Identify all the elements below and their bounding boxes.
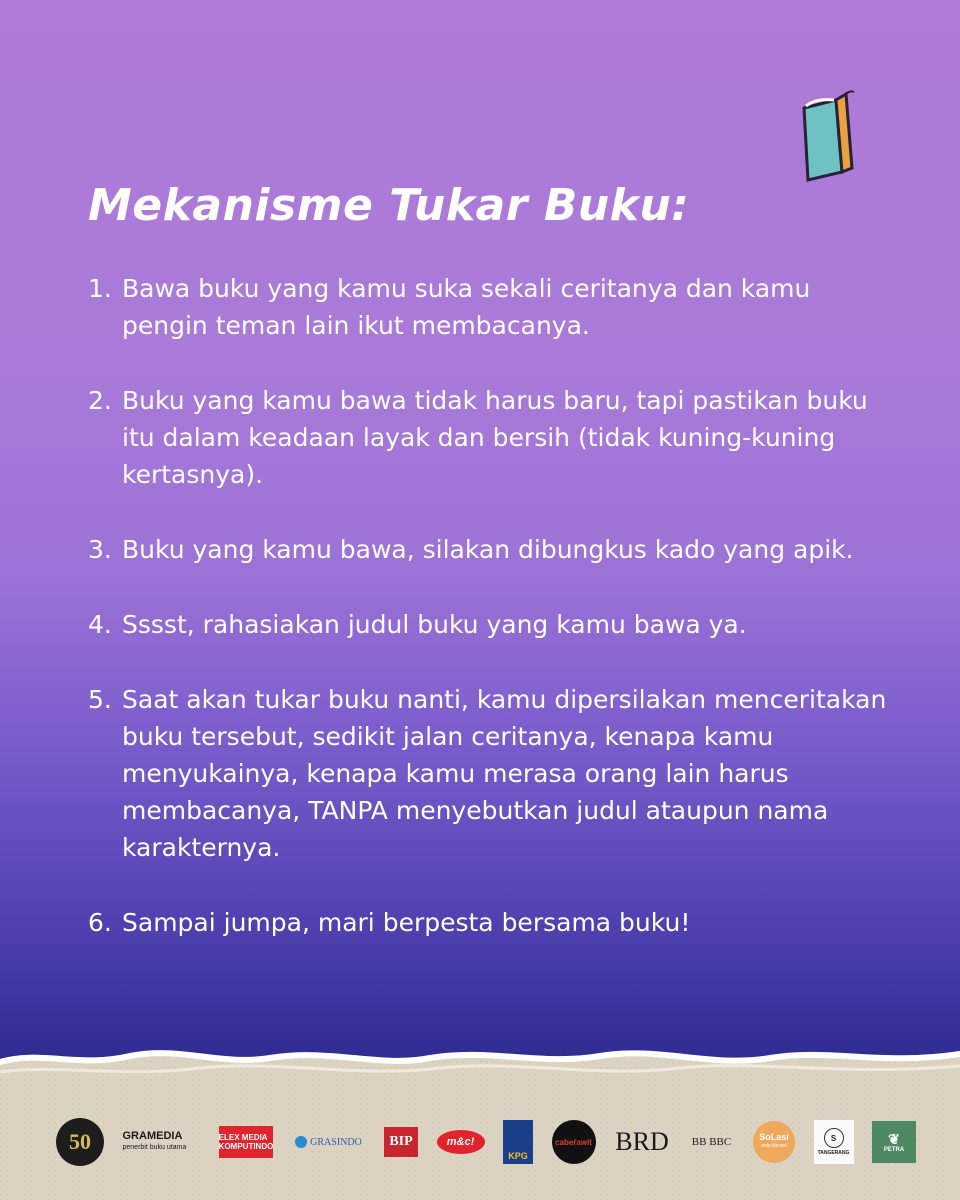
logo-text: GRAMEDIA <box>122 1130 183 1142</box>
logo-text: KPG <box>508 1151 528 1161</box>
gramedia-50-logo <box>56 1118 104 1166</box>
logo-text: BB BBC <box>691 1135 732 1148</box>
book-icon <box>794 86 864 186</box>
logo-text: BRD <box>615 1127 669 1156</box>
logo-tagline: penerbit buku utama <box>122 1144 187 1151</box>
list-item <box>88 270 888 344</box>
list-item <box>88 681 888 866</box>
grasindo-logo <box>292 1120 366 1164</box>
item-text: Sampai jumpa, mari berpesta bersama buku! <box>122 908 691 937</box>
logo-text: PETRA <box>883 1147 905 1153</box>
item-number: 4. <box>88 610 112 639</box>
list-item <box>88 382 888 493</box>
gramedia-logo <box>123 1120 201 1164</box>
logo-text: GRASINDO <box>310 1136 362 1148</box>
item-text: Buku yang kamu bawa, silakan dibungkus kado yang apik. <box>122 535 854 564</box>
item-number: 6. <box>88 908 112 937</box>
logo-text: m&c! <box>446 1136 475 1148</box>
page-title: Mekanisme Tukar Buku: <box>88 180 690 231</box>
list-item <box>88 904 888 941</box>
item-text: Buku yang kamu bawa tidak harus baru, tapi pastikan buku itu dalam keadaan layak dan bersih (tidak kuning-kuning kertasnya). <box>122 386 868 489</box>
elex-media-logo <box>219 1126 273 1158</box>
list-item <box>88 531 888 568</box>
list-item <box>88 606 888 643</box>
mc-logo <box>437 1130 485 1154</box>
petra-logo: ❦ PETRA <box>872 1121 916 1163</box>
logo-text: cabeŕawit <box>555 1137 592 1147</box>
logo-text: SoLasi <box>759 1132 789 1142</box>
item-number: 1. <box>88 274 112 303</box>
item-text: Bawa buku yang kamu suka sekali ceritanya dan kamu pengin teman lain ikut membacanya. <box>122 274 811 340</box>
partner-logos <box>56 1118 916 1166</box>
item-text: Saat akan tukar buku nanti, kamu dipersilakan menceritakan buku tersebut, sedikit jalan ceritanya, kenapa kamu menyukainya, kenapa kamu merasa orang lain harus membacanya, TANPA menyebutkan judul ataupun nama karakternya. <box>122 685 887 862</box>
logo-text: ELEX MEDIA KOMPUTINDO <box>218 1133 274 1151</box>
solasi-logo <box>753 1121 795 1163</box>
brd-logo <box>614 1120 670 1164</box>
logo-tagline: sofa literasi <box>761 1143 787 1149</box>
bip-logo <box>384 1127 418 1157</box>
logo-text: BIP <box>389 1134 413 1149</box>
logo-text: 50 <box>69 1129 91 1154</box>
logo-text: TANGERANG <box>817 1150 850 1156</box>
item-number: 3. <box>88 535 112 564</box>
item-number: 2. <box>88 386 112 415</box>
kpg-logo <box>503 1120 533 1164</box>
bbbc-logo <box>689 1122 735 1162</box>
mechanism-list <box>88 270 888 979</box>
tangerang-logo: S TANGERANG <box>814 1120 854 1164</box>
item-text: Sssst, rahasiakan judul buku yang kamu bawa ya. <box>122 610 747 639</box>
item-number: 5. <box>88 685 112 714</box>
cabe-rawit-logo <box>552 1120 596 1164</box>
